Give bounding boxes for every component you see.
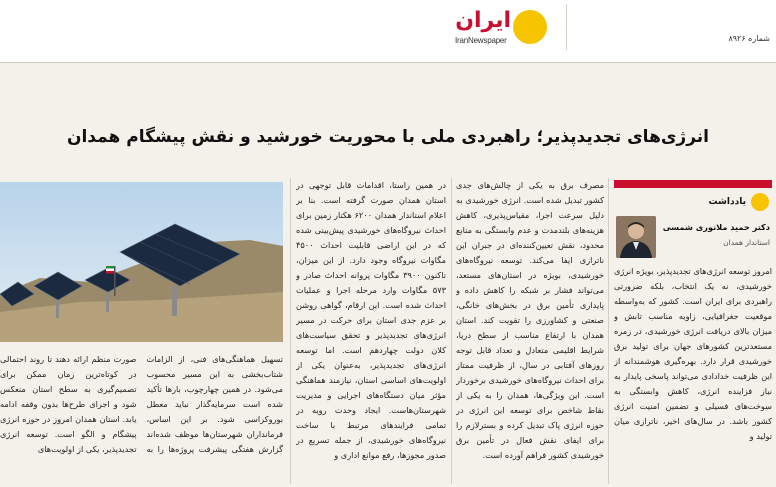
author-name: دکتر حمید ملانوری شمسی (662, 222, 770, 232)
issue-number: شماره ۸۹۲۶ (728, 34, 770, 43)
sun-icon (513, 10, 547, 44)
column-rule (290, 178, 291, 484)
article-column-1 (614, 264, 772, 484)
article-column-3 (296, 178, 446, 484)
masthead-divider (566, 4, 567, 50)
masthead (0, 0, 776, 63)
article-headline: انرژی‌های تجدیدپذیر؛ راهبردی ملی با محوریت خورشید و نقش پیشگام همدان (66, 127, 710, 147)
opinion-section-label: یادداشت (708, 197, 746, 207)
article-column-4 (0, 352, 283, 484)
author-role: استاندار همدان (723, 238, 770, 247)
article-column-2 (456, 178, 604, 484)
column-rule (608, 178, 609, 484)
newspaper-logo[interactable] (455, 8, 555, 48)
logo-subtitle: IranNewspaper (455, 36, 507, 45)
column-rule (451, 178, 452, 484)
opinion-section-bar (614, 180, 772, 188)
column-text: مصرف برق به یکی از چالش‌های جدی کشور تبدیل شده است. انرژی خورشیدی به دلیل سرعت اجرا، مقیاس‌پذیری، کاهش هزینه‌های بلندمدت و عدم وابستگی به منابع محدود، نقش تعیین‌کننده‌ای در جبران این ناترازی ایفا می‌کند. توسعه نیروگاه‌های خورشیدی، بویژه در استان‌های مستعد، می‌تواند فشار بر شبکه را کاهش داده و پایداری تأمین برق در بخش‌های خانگی، صنعتی و کشاورزی را تقویت کند. استان همدان با ارتفاع مناسب از سطح دریا، شرایط اقلیمی متعادل و تعداد قابل توجه روزهای آفتابی در سال، از ظرفیت ممتاز برای احداث نیروگاه‌های خورشیدی برخوردار است. این ویژگی‌ها، همدان را به یکی از نقاط شاخص برای توسعه این انرژی در حوزه انرژی پاک تبدیل کرده و بسترلازم را برای ایفای نقش فعال در تأمین برق خورشیدی کشور فراهم آورده است. (456, 180, 604, 460)
column-text: تسهیل هماهنگی‌های فنی، از الزامات شتاب‌بخشی به این مسیر محسوب می‌شود. در همین چهارچوب، بارها تأکید شده است سرمایه‌گذار نباید معطل بوروکراسی شود. بر این اساس، فرمانداران شهرستان‌ها موظف شده‌اند گزارش هفتگی پیشرفت پروژه‌ها را به صورت منظم ارائه دهند تا روند احتمالی در کوتاه‌ترین زمان ممکن برای تصمیم‌گیری به سطح استان منعکس شود و اجرای طرح‌ها بدون وقفه ادامه یابد. استان همدان امروز در حوزه انرژی پیشگام و الگو است. توسعه انرژی تجدیدپذیر، یکی از اولویت‌های (0, 354, 283, 454)
solar-panels-photo (0, 182, 283, 342)
column-text: در همین راستا، اقدامات قابل توجهی در استان همدان صورت گرفته است. بنا بر اعلام استاندار همدان ۶۲۰۰ هکتار زمین برای احداث نیروگاه‌های خورشیدی پیش‌بینی شده که در این اراضی قابلیت احداث ۴۵۰۰ مگاوات نیروگاه وجود دارد. از این میزان، تاکنون ۳۹۰۰ مگاوات پروانه احداث صادر و ۵۷۳ مگاوات وارد مرحله اجرا و عملیات احداث شده است. این ارقام، گواهی روشن بر عزم جدی استان برای حرکت در مسیر انرژی‌های تجدیدپذیر و تحقق سیاست‌های کلان دولت چهاردهم است. اما توسعه انرژی‌های تجدیدپذیر، به‌عنوان یکی از اولویت‌های اساسی استان، نیازمند هماهنگی مؤثر میان دستگاه‌های اجرایی و مدیریت شهرستان‌هاست. ایجاد وحدت رویه در تمامی فرایندهای مرتبط با ساخت نیروگاه‌های خورشیدی، از جمله تسریع در صدور مجوزها، رفع موانع اداری و (296, 180, 446, 460)
logo-wordmark: ایران (455, 8, 511, 33)
column-text: امروز توسعه انرژی‌های تجدیدپذیر، بویژه انرژی خورشیدی، نه یک انتخاب، بلکه ضرورتی راهبردی برای ایران است. کشور که به‌واسطه موقعیت جغرافیایی، زاویه مناسب تابش و میزان بالای دریافت انرژی خورشیدی، در زمره مستعدترین کشورهای جهان برای تولید برق خورشیدی قرار دارد. بهره‌گیری هوشمندانه از این ظرفیت خدادادی می‌تواند پاسخی پایدار به نیاز فزاینده انرژی، کاهش وابستگی به سوخت‌های فسیلی و تضمین امنیت انرژی کشور باشد. در سال‌های اخیر، ناترازی میان تولید و (614, 266, 772, 441)
author-box (614, 216, 772, 260)
author-photo (616, 216, 656, 258)
